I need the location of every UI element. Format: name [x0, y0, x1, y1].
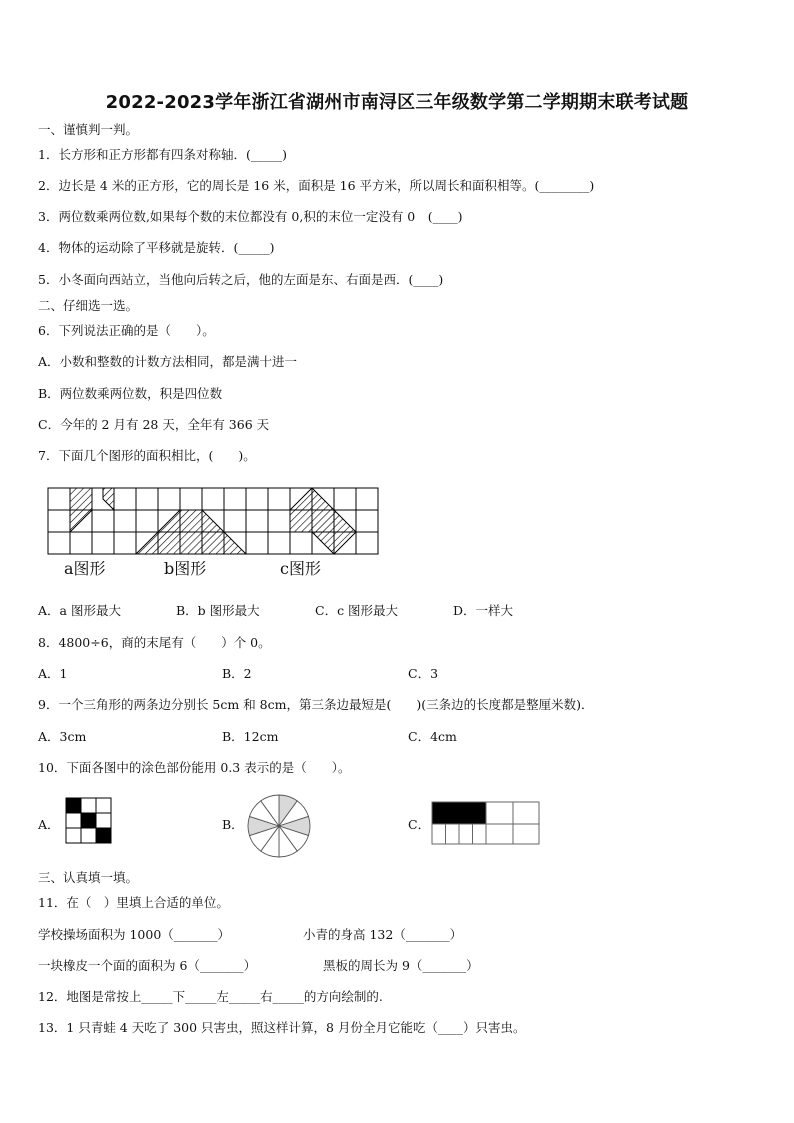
question-6-option-b: B．两位数乘两位数，积是四位数 [38, 386, 223, 401]
q7-label-b: b图形 [164, 559, 207, 578]
q9-option-c: C．4cm [408, 729, 457, 744]
q7-option-d: D．一样大 [453, 603, 514, 618]
q10-option-a-label: A． [38, 817, 60, 832]
question-4: 4．物体的运动除了平移就是旋转．(_____) [38, 240, 275, 255]
section-heading-2: 二、仔细选一选。 [38, 298, 139, 313]
q10-figure-c [432, 802, 540, 844]
page-title: 2022-2023学年浙江省湖州市南浔区三年级数学第二学期期末联考试题 [105, 92, 689, 113]
question-1: 1．长方形和正方形都有四条对称轴．(_____) [38, 147, 287, 162]
shape-c [290, 488, 356, 554]
question-6-option-a: A．小数和整数的计数方法相同，都是满十进一 [38, 354, 298, 369]
q7-grid-figure [48, 488, 382, 554]
q11-row1-right: 小青的身高 132（_______） [303, 927, 463, 942]
q11-row2-right: 黑板的周长为 9（_______） [323, 958, 479, 973]
question-10: 10．下面各图中的涂色部份能用 0.3 表示的是（ ）。 [38, 760, 351, 775]
q9-option-a: A．3cm [38, 729, 87, 744]
q8-option-c: C．3 [408, 666, 439, 681]
q7-option-a: A．a 图形最大 [38, 603, 121, 618]
section-heading-1: 一、谨慎判一判。 [38, 122, 139, 137]
q7-label-a: a图形 [64, 559, 106, 578]
question-12: 12．地图是常按上_____下_____左_____右_____的方向绘制的. [38, 989, 383, 1004]
q8-option-a: A．1 [38, 666, 68, 681]
q7-option-c: C．c 图形最大 [315, 603, 399, 618]
q9-option-b: B．12cm [222, 729, 279, 744]
shape-a-part [103, 488, 114, 510]
question-8: 8．4800÷6，商的末尾有（ ）个 0。 [38, 635, 271, 650]
question-5: 5．小冬面向西站立，当他向后转之后，他的左面是东、右面是西．(____) [38, 272, 444, 287]
question-6-option-c: C．今年的 2 月有 28 天，全年有 366 天 [38, 417, 270, 432]
question-3: 3．两位数乘两位数,如果每个数的末位都没有 0,积的末位一定没有 0 (____) [38, 209, 463, 224]
question-9: 9．一个三角形的两条边分别长 5cm 和 8cm，第三条边最短是( )(三条边的长度都是整厘米数)． [38, 697, 594, 712]
question-6: 6．下列说法正确的是（ ）。 [38, 323, 215, 338]
section-heading-3: 三、认真填一填。 [38, 870, 139, 885]
question-2: 2．边长是 4 米的正方形，它的周长是 16 米，面积是 16 平方米，所以周长和面积相等。(________) [38, 178, 595, 193]
question-13: 13．1 只青蛙 4 天吃了 300 只害虫，照这样计算，8 月份全月它能吃（____）只害虫。 [38, 1020, 526, 1035]
q10-figure-b [247, 794, 311, 858]
q11-row2-left: 一块橡皮一个面的面积为 6（_______） [38, 958, 257, 973]
question-11: 11．在（ ）里填上合适的单位。 [38, 895, 229, 910]
question-7: 7．下面几个图形的面积相比，( )。 [38, 448, 256, 463]
q10-option-c-label: C． [408, 817, 431, 832]
q10-figure-a [66, 798, 112, 844]
q10-option-b-label: B． [222, 817, 244, 832]
q7-label-c: c图形 [280, 559, 321, 578]
q7-option-b: B．b 图形最大 [176, 603, 260, 618]
q8-option-b: B．2 [222, 666, 252, 681]
q11-row1-left: 学校操场面积为 1000（_______） [38, 927, 231, 942]
